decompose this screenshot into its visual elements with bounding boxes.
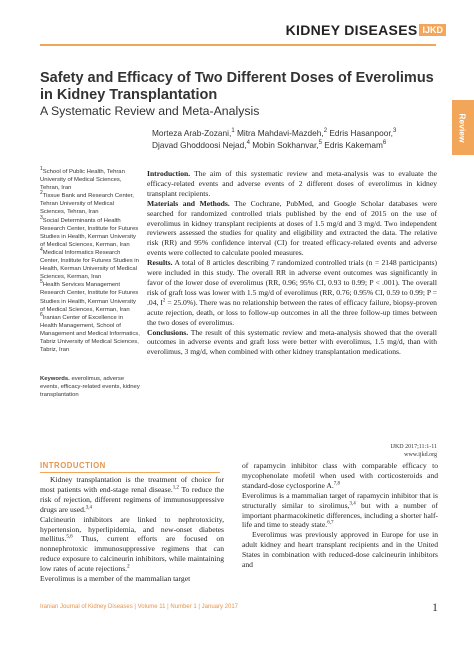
paragraph: Kidney transplantation is the treatment of choice for most patients with end-stage renal disease.$^{1,2}$ To reduce the risk of rejection, different regimens of immunosuppressive drugs are used.$^{3,4}$ [40,475,224,514]
article-title: Safety and Efficacy of Two Different Doses of Everolimus in Kidney Transplantation [40,70,434,103]
affiliation-list [40,168,140,354]
paragraph: Everolimus is a mammalian target of rapamycin inhibitor that is structurally similar to sirolimus,$^{3,4}$ but with a number of important pharmacokinetic differences, including a shorter half-life and time to steady state.$^{6,7}$ [242,490,438,530]
website-link[interactable]: www.ijkd.org [404,451,437,458]
abstract-methods: Materials and Methods. The Cochrane, PubMed, and Google Scholar databases were searched for randomized controlled trials published by the end of 2015 on the use of everolimus in kidney transplant recipients at doses of 1.5 mg/d and 3 mg/d. Two independent reviewers assessed the studies for quality and eligibility and extracted the data. The relative risk (RR) and 95% confidence interval (CI) for treated efficacy-related events and adverse events were collected to calculate pooled measures. [147,198,437,258]
journal-footer: Iranian Journal of Kidney Diseases | Volume 11 | Number 1 | January 2017 [40,604,239,610]
paragraph: Calcineurin inhibitors are linked to nephrotoxicity, hypertension, hyperlipidemia, and new-onset diabetes mellitus.$^{5,6}$ Thus, current efforts are focused on nonnephrotoxic immunosuppressive regimens that can reduce exposure to calcineurin inhibitors, while maintaining low rates of acute rejections.$^2$ [40,514,224,574]
keywords-text: everolimus, adverse events, efficacy-related events, kidney transplantation [40,376,140,399]
affiliation-item: $^4$Medical Informatics Research Center, Institute for Futures Studies in Health, Kerman University of Medical Sciences, Kerman, Iran [40,246,139,281]
article-type-tab [452,100,474,155]
article-subtitle: A Systematic Review and Meta-Analysis [40,104,260,118]
abstract-introduction: Introduction. The aim of this systematic review and meta-analysis was to evaluate the efficacy-related events and adverse events of 2 different doses of everolimus in kidney transplant recipients. [147,169,438,198]
affiliation-item: $^5$Health Services Management Research Center, Institute for Futures Studies in Health, Kerman University of Medical Sciences, Kerman, Iran [40,279,139,313]
author: Djavad Ghoddoosi Nejad,$^4$ [152,140,250,150]
body-column-left [40,475,224,584]
section-divider [40,472,220,473]
paragraph: Everolimus is a member of the mammalian target [40,574,191,584]
journal-abbr-badge: IJKD [419,24,446,36]
paragraph: of rapamycin inhibitor class with comparable efficacy to mycophenolate mofetil when used with corticosteroids and standard-dose cyclosporine A.$^{7,8}$ [242,461,438,490]
article-type-label: Review [458,112,469,143]
affiliation-item: $^2$Tissue Bank and Research Center, Tehran University of Medical Sciences, Tehran, Iran [40,190,134,216]
journal-reference [391,444,437,459]
author: Morteza Arab-Zozani,$^1$ [152,128,235,138]
abstract-results: Results. A total of 8 articles describing 7 randomized controlled trials (n = 2148 participants) were included in this study. The overall RR in adverse event outcomes was significantly in favor of the lower dose of everolimus (RR, 0.96; 95% CI, 0.93 to 0.99; P < .001). The overall risk of graft loss was lower with 1.5 mg/d of everolimus (RR, 0.76; 0.95% CI, 0.59 to 0.99; P = .04, $I^2 = 25.0\%$). There was no relationship between the rates of efficacy failure, biopsy-proven acute rejection, death, or loss to follow-up outcomes in all the three follow-up times between the two doses of everolimus. [147,258,437,327]
page-number: 1 [432,600,438,614]
keywords-block [40,375,140,399]
affiliation-item: $^6$Iranian Center of Excellence in Health Management, School of Management and Medical Informatics, Tabriz University of Medical Sciences, Tabriz, Iran [40,311,140,354]
keywords-label: Keywords. [40,376,70,382]
body-column-right [242,461,438,570]
affiliation-item: $^3$Social Determinants of Health Research Center, Institute for Futures Studies in Health, Kerman University of Medical Sciences, Kerman, Iran [40,214,139,248]
citation-line: IJKD 2017;11:1-11 [390,444,437,450]
author: Mitra Mahdavi-Mazdeh,$^2$ [236,128,328,138]
abstract [147,169,437,357]
affiliation-item: $^1$School of Public Health, Tehran University of Medical Sciences, Tehran, Iran [40,166,125,192]
journal-name: KIDNEY DISEASES [285,22,418,38]
author: Edris Kakemam$^6$ [324,140,387,150]
author: Mobin Sokhanvar,$^5$ [252,140,322,150]
paragraph: Everolimus was previously approved in Europe for use in adult kidney and heart transplant recipients and in the United States in combination with reduced-dose calcineurin inhibitors and [242,530,438,570]
section-heading: INTRODUCTION [40,461,106,470]
author-list [152,127,442,151]
author: Edris Hasanpoor,$^3$ [329,128,397,138]
journal-header [286,22,446,38]
header-divider [40,44,436,46]
abstract-conclusions: Conclusions. The result of this systematic review and meta-analysis showed that the overall outcomes in adverse events and graft loss were better with everolimus, 1.5 mg/d, than with everolimus, 3 mg/d, when combined with other kidney transplantation medications. [147,327,438,357]
